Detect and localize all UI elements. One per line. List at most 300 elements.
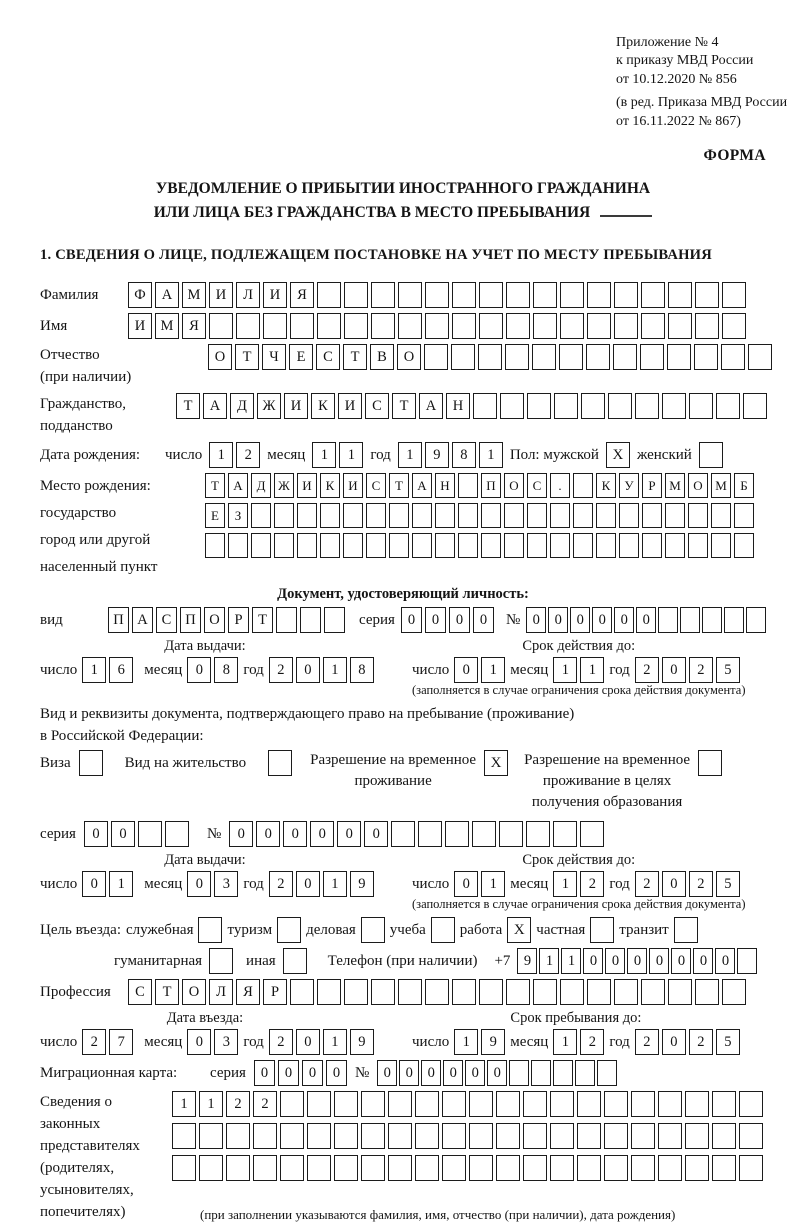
form-cell[interactable]: 0 bbox=[399, 1060, 419, 1086]
form-cell[interactable] bbox=[702, 607, 722, 633]
form-cell[interactable]: 1 bbox=[339, 442, 363, 468]
form-cell[interactable] bbox=[550, 1123, 574, 1149]
form-cell[interactable] bbox=[415, 1091, 439, 1117]
form-cell[interactable] bbox=[631, 1091, 655, 1117]
form-cell[interactable] bbox=[685, 1155, 709, 1181]
form-cell[interactable] bbox=[550, 503, 570, 528]
form-cell[interactable]: В bbox=[370, 344, 394, 370]
form-cell[interactable] bbox=[344, 313, 368, 339]
form-cell[interactable] bbox=[199, 1123, 223, 1149]
form-cell[interactable]: Р bbox=[642, 473, 662, 498]
form-cell[interactable]: А bbox=[132, 607, 153, 633]
form-cell[interactable] bbox=[388, 1123, 412, 1149]
form-cell[interactable] bbox=[658, 1091, 682, 1117]
form-cell[interactable]: О bbox=[182, 979, 206, 1005]
form-cell[interactable] bbox=[499, 821, 523, 847]
form-cell[interactable] bbox=[307, 1123, 331, 1149]
form-cell[interactable]: 9 bbox=[350, 1029, 374, 1055]
form-cell[interactable]: З bbox=[228, 503, 248, 528]
form-cell[interactable]: 0 bbox=[526, 607, 546, 633]
form-cell[interactable]: Р bbox=[228, 607, 249, 633]
form-cell[interactable]: 0 bbox=[614, 607, 634, 633]
form-cell[interactable] bbox=[619, 533, 639, 558]
form-cell[interactable] bbox=[737, 948, 757, 974]
form-cell[interactable] bbox=[398, 979, 422, 1005]
form-cell[interactable] bbox=[577, 1123, 601, 1149]
form-cell[interactable] bbox=[658, 1123, 682, 1149]
form-cell[interactable]: Т bbox=[252, 607, 273, 633]
form-cell[interactable]: 0 bbox=[302, 1060, 323, 1086]
form-cell[interactable] bbox=[496, 1091, 520, 1117]
form-cell[interactable]: 0 bbox=[401, 607, 422, 633]
form-cell[interactable] bbox=[500, 393, 524, 419]
form-cell[interactable] bbox=[631, 1123, 655, 1149]
rvp-edu-checkbox[interactable] bbox=[698, 750, 722, 776]
form-cell[interactable]: 0 bbox=[548, 607, 568, 633]
form-cell[interactable] bbox=[251, 533, 271, 558]
form-cell[interactable]: О bbox=[208, 344, 232, 370]
form-cell[interactable] bbox=[424, 344, 448, 370]
form-cell[interactable]: 0 bbox=[364, 821, 388, 847]
form-cell[interactable] bbox=[276, 607, 297, 633]
form-cell[interactable]: И bbox=[338, 393, 362, 419]
form-cell[interactable]: 3 bbox=[214, 1029, 238, 1055]
form-cell[interactable] bbox=[481, 533, 501, 558]
form-cell[interactable] bbox=[597, 1060, 617, 1086]
form-cell[interactable]: 0 bbox=[229, 821, 253, 847]
form-cell[interactable] bbox=[531, 1060, 551, 1086]
form-cell[interactable] bbox=[317, 313, 341, 339]
form-cell[interactable]: И bbox=[209, 282, 233, 308]
form-cell[interactable] bbox=[344, 282, 368, 308]
form-cell[interactable]: 0 bbox=[443, 1060, 463, 1086]
form-cell[interactable] bbox=[473, 393, 497, 419]
form-cell[interactable]: 0 bbox=[465, 1060, 485, 1086]
form-cell[interactable]: 0 bbox=[671, 948, 691, 974]
form-cell[interactable] bbox=[722, 979, 746, 1005]
form-cell[interactable]: 2 bbox=[635, 657, 659, 683]
form-cell[interactable]: 0 bbox=[296, 871, 320, 897]
form-cell[interactable]: 2 bbox=[269, 871, 293, 897]
form-cell[interactable] bbox=[748, 344, 772, 370]
form-cell[interactable] bbox=[388, 1091, 412, 1117]
form-cell[interactable] bbox=[689, 393, 713, 419]
form-cell[interactable] bbox=[641, 979, 665, 1005]
form-cell[interactable] bbox=[695, 979, 719, 1005]
form-cell[interactable]: . bbox=[550, 473, 570, 498]
form-cell[interactable]: 0 bbox=[662, 1029, 686, 1055]
form-cell[interactable] bbox=[619, 503, 639, 528]
form-cell[interactable]: Т bbox=[343, 344, 367, 370]
form-cell[interactable]: 0 bbox=[636, 607, 656, 633]
form-cell[interactable]: 2 bbox=[269, 1029, 293, 1055]
form-cell[interactable] bbox=[307, 1155, 331, 1181]
form-cell[interactable]: 2 bbox=[82, 1029, 106, 1055]
form-cell[interactable] bbox=[398, 282, 422, 308]
form-cell[interactable]: 1 bbox=[481, 871, 505, 897]
form-cell[interactable] bbox=[506, 313, 530, 339]
form-cell[interactable]: 1 bbox=[479, 442, 503, 468]
form-cell[interactable] bbox=[334, 1155, 358, 1181]
form-cell[interactable] bbox=[442, 1123, 466, 1149]
form-cell[interactable] bbox=[505, 344, 529, 370]
form-cell[interactable] bbox=[688, 533, 708, 558]
form-cell[interactable] bbox=[226, 1123, 250, 1149]
form-cell[interactable]: О bbox=[397, 344, 421, 370]
form-cell[interactable]: 0 bbox=[187, 871, 211, 897]
form-cell[interactable]: 5 bbox=[716, 1029, 740, 1055]
form-cell[interactable] bbox=[290, 979, 314, 1005]
form-cell[interactable] bbox=[479, 979, 503, 1005]
form-cell[interactable] bbox=[685, 1091, 709, 1117]
form-cell[interactable]: 0 bbox=[693, 948, 713, 974]
form-cell[interactable]: 2 bbox=[580, 1029, 604, 1055]
form-cell[interactable]: И bbox=[284, 393, 308, 419]
form-cell[interactable] bbox=[366, 533, 386, 558]
form-cell[interactable]: 7 bbox=[109, 1029, 133, 1055]
purpose-transit-checkbox[interactable] bbox=[674, 917, 698, 943]
form-cell[interactable] bbox=[658, 1155, 682, 1181]
form-cell[interactable] bbox=[452, 282, 476, 308]
form-cell[interactable] bbox=[425, 979, 449, 1005]
form-cell[interactable] bbox=[389, 533, 409, 558]
form-cell[interactable] bbox=[317, 282, 341, 308]
form-cell[interactable]: 2 bbox=[689, 871, 713, 897]
form-cell[interactable]: Ч bbox=[262, 344, 286, 370]
form-cell[interactable]: 0 bbox=[254, 1060, 275, 1086]
form-cell[interactable] bbox=[472, 821, 496, 847]
form-cell[interactable] bbox=[412, 533, 432, 558]
form-cell[interactable]: 5 bbox=[716, 657, 740, 683]
form-cell[interactable] bbox=[560, 979, 584, 1005]
form-cell[interactable] bbox=[297, 533, 317, 558]
form-cell[interactable] bbox=[317, 979, 341, 1005]
form-cell[interactable] bbox=[334, 1123, 358, 1149]
form-cell[interactable]: 6 bbox=[109, 657, 133, 683]
form-cell[interactable] bbox=[532, 344, 556, 370]
form-cell[interactable] bbox=[580, 821, 604, 847]
form-cell[interactable] bbox=[371, 979, 395, 1005]
form-cell[interactable]: 0 bbox=[592, 607, 612, 633]
form-cell[interactable] bbox=[596, 533, 616, 558]
form-cell[interactable]: П bbox=[180, 607, 201, 633]
form-cell[interactable]: М bbox=[182, 282, 206, 308]
form-cell[interactable]: 0 bbox=[425, 607, 446, 633]
form-cell[interactable]: 8 bbox=[350, 657, 374, 683]
form-cell[interactable] bbox=[481, 503, 501, 528]
form-cell[interactable] bbox=[722, 282, 746, 308]
form-cell[interactable]: 0 bbox=[421, 1060, 441, 1086]
form-cell[interactable] bbox=[290, 313, 314, 339]
form-cell[interactable]: О bbox=[204, 607, 225, 633]
purpose-other-checkbox[interactable] bbox=[283, 948, 307, 974]
form-cell[interactable]: Р bbox=[263, 979, 287, 1005]
form-cell[interactable]: С bbox=[316, 344, 340, 370]
form-cell[interactable]: 0 bbox=[487, 1060, 507, 1086]
form-cell[interactable] bbox=[280, 1091, 304, 1117]
form-cell[interactable] bbox=[587, 282, 611, 308]
form-cell[interactable] bbox=[573, 533, 593, 558]
form-cell[interactable]: 0 bbox=[256, 821, 280, 847]
form-cell[interactable]: 0 bbox=[627, 948, 647, 974]
form-cell[interactable] bbox=[435, 533, 455, 558]
purpose-humanitarian-checkbox[interactable] bbox=[209, 948, 233, 974]
form-cell[interactable]: Я bbox=[236, 979, 260, 1005]
form-cell[interactable] bbox=[343, 503, 363, 528]
form-cell[interactable] bbox=[274, 503, 294, 528]
form-cell[interactable] bbox=[526, 821, 550, 847]
form-cell[interactable] bbox=[559, 344, 583, 370]
form-cell[interactable] bbox=[253, 1155, 277, 1181]
form-cell[interactable] bbox=[236, 313, 260, 339]
form-cell[interactable]: 2 bbox=[689, 1029, 713, 1055]
form-cell[interactable]: 2 bbox=[689, 657, 713, 683]
visa-checkbox[interactable] bbox=[79, 750, 103, 776]
form-cell[interactable] bbox=[739, 1123, 763, 1149]
form-cell[interactable]: 0 bbox=[662, 657, 686, 683]
form-cell[interactable] bbox=[688, 503, 708, 528]
form-cell[interactable]: 9 bbox=[350, 871, 374, 897]
form-cell[interactable]: 9 bbox=[517, 948, 537, 974]
form-cell[interactable] bbox=[172, 1155, 196, 1181]
form-cell[interactable]: П bbox=[481, 473, 501, 498]
form-cell[interactable] bbox=[665, 533, 685, 558]
purpose-tourism-checkbox[interactable] bbox=[277, 917, 301, 943]
form-cell[interactable]: К bbox=[320, 473, 340, 498]
form-cell[interactable]: 0 bbox=[570, 607, 590, 633]
form-cell[interactable]: 0 bbox=[187, 657, 211, 683]
form-cell[interactable] bbox=[366, 503, 386, 528]
form-cell[interactable]: 1 bbox=[323, 657, 347, 683]
form-cell[interactable] bbox=[263, 313, 287, 339]
form-cell[interactable] bbox=[469, 1155, 493, 1181]
form-cell[interactable]: 1 bbox=[323, 1029, 347, 1055]
form-cell[interactable] bbox=[361, 1155, 385, 1181]
form-cell[interactable] bbox=[694, 344, 718, 370]
form-cell[interactable] bbox=[586, 344, 610, 370]
form-cell[interactable]: 5 bbox=[716, 871, 740, 897]
form-cell[interactable] bbox=[451, 344, 475, 370]
form-cell[interactable] bbox=[665, 503, 685, 528]
form-cell[interactable]: 0 bbox=[283, 821, 307, 847]
form-cell[interactable] bbox=[711, 503, 731, 528]
form-cell[interactable] bbox=[641, 282, 665, 308]
form-cell[interactable]: Б bbox=[734, 473, 754, 498]
form-cell[interactable] bbox=[668, 313, 692, 339]
form-cell[interactable] bbox=[442, 1091, 466, 1117]
form-cell[interactable] bbox=[635, 393, 659, 419]
form-cell[interactable] bbox=[479, 282, 503, 308]
form-cell[interactable]: М bbox=[711, 473, 731, 498]
form-cell[interactable]: Л bbox=[209, 979, 233, 1005]
form-cell[interactable]: 1 bbox=[172, 1091, 196, 1117]
form-cell[interactable]: 2 bbox=[253, 1091, 277, 1117]
form-cell[interactable] bbox=[533, 313, 557, 339]
form-cell[interactable]: Л bbox=[236, 282, 260, 308]
form-cell[interactable] bbox=[642, 533, 662, 558]
form-cell[interactable]: И bbox=[263, 282, 287, 308]
form-cell[interactable]: 8 bbox=[214, 657, 238, 683]
form-cell[interactable] bbox=[712, 1091, 736, 1117]
form-cell[interactable] bbox=[425, 313, 449, 339]
purpose-business-checkbox[interactable] bbox=[361, 917, 385, 943]
form-cell[interactable] bbox=[199, 1155, 223, 1181]
form-cell[interactable]: 2 bbox=[226, 1091, 250, 1117]
form-cell[interactable]: 9 bbox=[481, 1029, 505, 1055]
form-cell[interactable] bbox=[274, 533, 294, 558]
form-cell[interactable] bbox=[560, 282, 584, 308]
form-cell[interactable] bbox=[253, 1123, 277, 1149]
form-cell[interactable] bbox=[415, 1155, 439, 1181]
form-cell[interactable]: Ф bbox=[128, 282, 152, 308]
form-cell[interactable]: 2 bbox=[236, 442, 260, 468]
form-cell[interactable] bbox=[667, 344, 691, 370]
form-cell[interactable]: П bbox=[108, 607, 129, 633]
form-cell[interactable] bbox=[581, 393, 605, 419]
form-cell[interactable]: 0 bbox=[296, 657, 320, 683]
form-cell[interactable] bbox=[739, 1091, 763, 1117]
form-cell[interactable]: 0 bbox=[84, 821, 108, 847]
form-cell[interactable]: 2 bbox=[635, 1029, 659, 1055]
form-cell[interactable] bbox=[668, 979, 692, 1005]
form-cell[interactable] bbox=[389, 503, 409, 528]
form-cell[interactable] bbox=[533, 282, 557, 308]
form-cell[interactable]: Н bbox=[435, 473, 455, 498]
form-cell[interactable]: 0 bbox=[296, 1029, 320, 1055]
form-cell[interactable] bbox=[716, 393, 740, 419]
form-cell[interactable] bbox=[743, 393, 767, 419]
form-cell[interactable] bbox=[550, 533, 570, 558]
form-cell[interactable] bbox=[523, 1091, 547, 1117]
form-cell[interactable]: Н bbox=[446, 393, 470, 419]
form-cell[interactable] bbox=[604, 1091, 628, 1117]
form-cell[interactable]: 1 bbox=[312, 442, 336, 468]
sex-female-checkbox[interactable] bbox=[699, 442, 723, 468]
form-cell[interactable] bbox=[361, 1091, 385, 1117]
form-cell[interactable] bbox=[631, 1155, 655, 1181]
form-cell[interactable] bbox=[300, 607, 321, 633]
form-cell[interactable]: 0 bbox=[326, 1060, 347, 1086]
form-cell[interactable] bbox=[458, 503, 478, 528]
form-cell[interactable] bbox=[458, 473, 478, 498]
form-cell[interactable]: О bbox=[688, 473, 708, 498]
residence-permit-checkbox[interactable] bbox=[268, 750, 292, 776]
form-cell[interactable]: Т bbox=[155, 979, 179, 1005]
form-cell[interactable] bbox=[415, 1123, 439, 1149]
form-cell[interactable] bbox=[587, 979, 611, 1005]
form-cell[interactable]: 0 bbox=[649, 948, 669, 974]
form-cell[interactable] bbox=[712, 1123, 736, 1149]
form-cell[interactable]: Я bbox=[290, 282, 314, 308]
form-cell[interactable] bbox=[138, 821, 162, 847]
form-cell[interactable] bbox=[746, 607, 766, 633]
form-cell[interactable] bbox=[695, 313, 719, 339]
form-cell[interactable] bbox=[575, 1060, 595, 1086]
form-cell[interactable]: 0 bbox=[454, 657, 478, 683]
form-cell[interactable]: 0 bbox=[662, 871, 686, 897]
purpose-study-checkbox[interactable] bbox=[431, 917, 455, 943]
form-cell[interactable] bbox=[614, 282, 638, 308]
form-cell[interactable] bbox=[412, 503, 432, 528]
form-cell[interactable] bbox=[297, 503, 317, 528]
form-cell[interactable] bbox=[398, 313, 422, 339]
form-cell[interactable]: С bbox=[128, 979, 152, 1005]
form-cell[interactable] bbox=[496, 1123, 520, 1149]
form-cell[interactable]: К bbox=[311, 393, 335, 419]
form-cell[interactable]: 0 bbox=[715, 948, 735, 974]
form-cell[interactable] bbox=[712, 1155, 736, 1181]
form-cell[interactable] bbox=[205, 533, 225, 558]
form-cell[interactable]: С bbox=[527, 473, 547, 498]
form-cell[interactable]: Ж bbox=[274, 473, 294, 498]
form-cell[interactable] bbox=[226, 1155, 250, 1181]
form-cell[interactable]: С bbox=[365, 393, 389, 419]
form-cell[interactable] bbox=[642, 503, 662, 528]
form-cell[interactable]: М bbox=[665, 473, 685, 498]
form-cell[interactable]: 1 bbox=[539, 948, 559, 974]
form-cell[interactable] bbox=[469, 1091, 493, 1117]
form-cell[interactable]: 1 bbox=[553, 871, 577, 897]
form-cell[interactable] bbox=[425, 282, 449, 308]
form-cell[interactable]: 0 bbox=[82, 871, 106, 897]
form-cell[interactable]: 1 bbox=[323, 871, 347, 897]
form-cell[interactable] bbox=[320, 503, 340, 528]
form-cell[interactable] bbox=[280, 1123, 304, 1149]
form-cell[interactable]: 0 bbox=[187, 1029, 211, 1055]
form-cell[interactable] bbox=[608, 393, 632, 419]
form-cell[interactable]: М bbox=[155, 313, 179, 339]
form-cell[interactable] bbox=[641, 313, 665, 339]
form-cell[interactable] bbox=[527, 393, 551, 419]
form-cell[interactable] bbox=[361, 1123, 385, 1149]
form-cell[interactable]: Т bbox=[235, 344, 259, 370]
form-cell[interactable] bbox=[251, 503, 271, 528]
form-cell[interactable] bbox=[613, 344, 637, 370]
form-cell[interactable] bbox=[577, 1155, 601, 1181]
form-cell[interactable]: Е bbox=[205, 503, 225, 528]
form-cell[interactable]: 0 bbox=[454, 871, 478, 897]
form-cell[interactable]: 0 bbox=[310, 821, 334, 847]
form-cell[interactable] bbox=[533, 979, 557, 1005]
form-cell[interactable] bbox=[614, 979, 638, 1005]
form-cell[interactable]: Ж bbox=[257, 393, 281, 419]
form-cell[interactable]: А bbox=[412, 473, 432, 498]
form-cell[interactable] bbox=[435, 503, 455, 528]
form-cell[interactable]: 1 bbox=[199, 1091, 223, 1117]
form-cell[interactable] bbox=[680, 607, 700, 633]
form-cell[interactable]: 1 bbox=[454, 1029, 478, 1055]
form-cell[interactable] bbox=[739, 1155, 763, 1181]
form-cell[interactable]: Т bbox=[205, 473, 225, 498]
form-cell[interactable]: И bbox=[343, 473, 363, 498]
form-cell[interactable] bbox=[307, 1091, 331, 1117]
form-cell[interactable]: 2 bbox=[635, 871, 659, 897]
form-cell[interactable]: 0 bbox=[605, 948, 625, 974]
form-cell[interactable]: Т bbox=[392, 393, 416, 419]
form-cell[interactable] bbox=[527, 533, 547, 558]
form-cell[interactable] bbox=[721, 344, 745, 370]
form-cell[interactable]: О bbox=[504, 473, 524, 498]
form-cell[interactable] bbox=[479, 313, 503, 339]
form-cell[interactable] bbox=[523, 1123, 547, 1149]
form-cell[interactable]: 2 bbox=[269, 657, 293, 683]
form-cell[interactable] bbox=[228, 533, 248, 558]
form-cell[interactable]: 1 bbox=[561, 948, 581, 974]
form-cell[interactable] bbox=[550, 1091, 574, 1117]
form-cell[interactable]: Е bbox=[289, 344, 313, 370]
form-cell[interactable]: А bbox=[203, 393, 227, 419]
form-cell[interactable]: 1 bbox=[398, 442, 422, 468]
